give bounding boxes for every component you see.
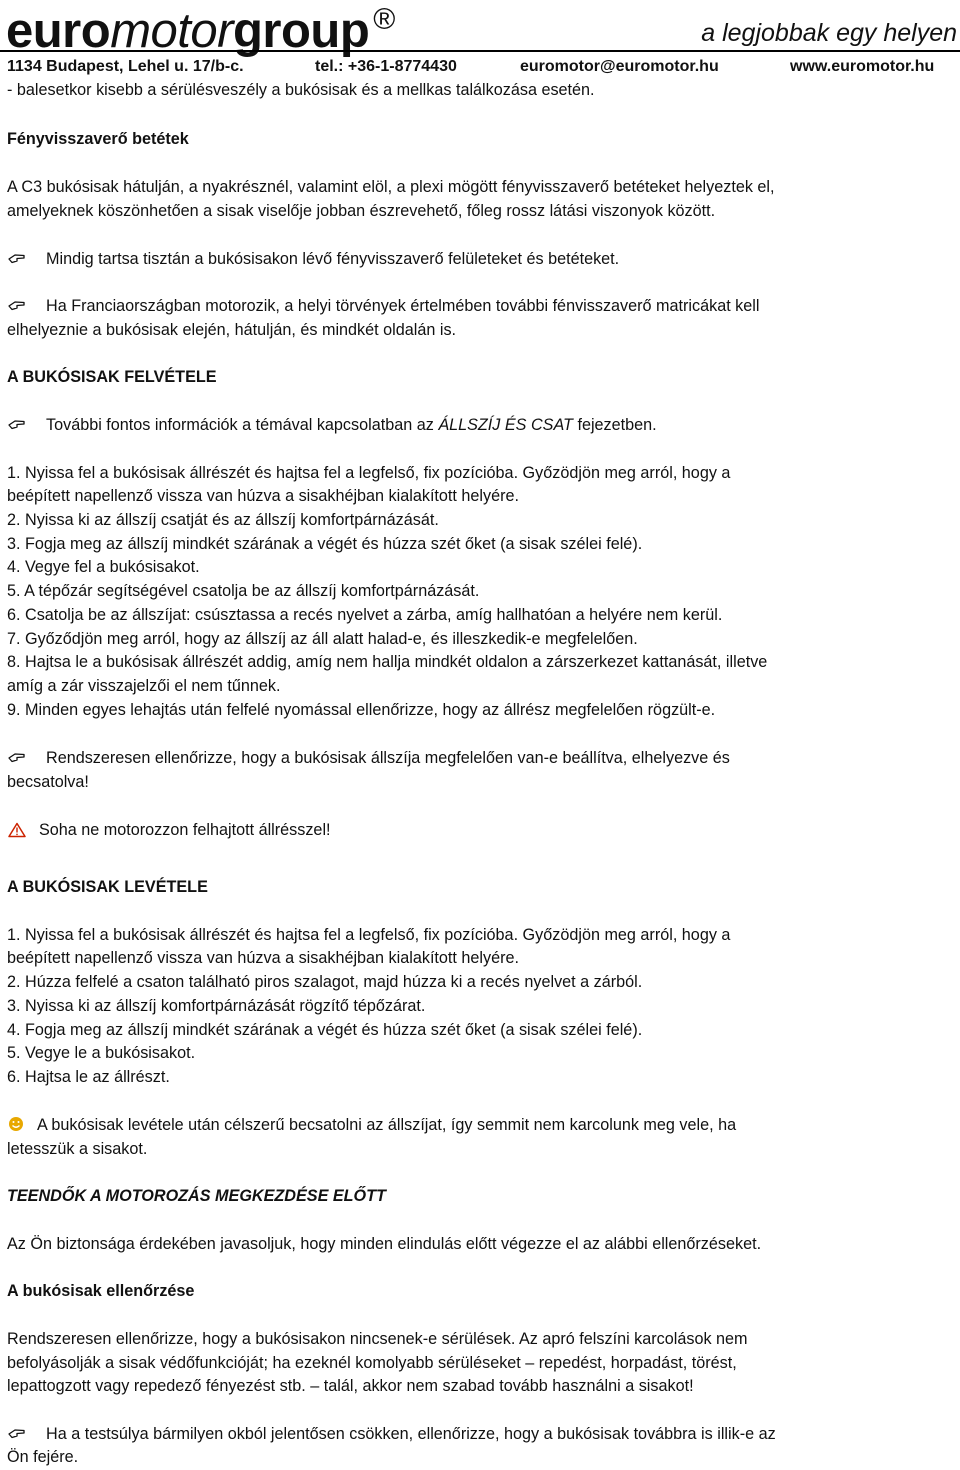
step-line: beépített napellenző vissza van húzva a sisakhéjban kialakított helyére. xyxy=(7,487,520,505)
step-line: 7. Győződjön meg arról, hogy az állszíj az áll alatt halad-e, és illeszkedik-e megfelelően. xyxy=(7,630,638,648)
step-line: 2. Nyissa ki az állszíj csatját és az állszíj komfortpárnázását. xyxy=(7,511,439,529)
registered-mark: ® xyxy=(373,3,395,36)
brand-euro: euro xyxy=(6,4,111,58)
tip-line: elhelyeznie a bukósisak elején, hátulján, és mindkét oldalán is. xyxy=(7,321,457,339)
tip-line: becsatolva! xyxy=(7,773,89,791)
tip-line xyxy=(7,1114,947,1138)
step-line: 4. Vegye fel a bukósisakot. xyxy=(7,558,200,576)
website-link[interactable]: www.euromotor.hu xyxy=(790,58,935,75)
tip-line xyxy=(7,295,947,319)
step-line: 1. Nyissa fel a bukósisak állrészét és hajtsa fel a legfelső, fix pozícióba. Győzödjön meg arról, hogy a xyxy=(7,464,731,482)
step-line: 2. Húzza felfelé a csaton található piros szalagot, majd húzza ki a recés nyelvet a zárból. xyxy=(7,973,643,991)
step-line: 3. Fogja meg az állszíj mindkét szárának a végét és húzza szét őket (a sisak szélei felé). xyxy=(7,535,643,553)
tip-line: letesszük a sisakot. xyxy=(7,1140,148,1158)
tip-line: További fontos információk a témával kapcsolatban az ÁLLSZÍJ ÉS CSAT fejezetben. xyxy=(46,416,657,434)
contact-bar xyxy=(0,58,960,78)
phone: tel.: +36-1-8774430 xyxy=(315,58,457,75)
brand-group: group xyxy=(232,4,370,58)
paragraph-line: amelyeknek köszönhetően a sisak viselője jobban észrevehető, főleg rossz látási viszonyok között. xyxy=(7,202,716,220)
chapter-reference: ÁLLSZÍJ ÉS CSAT xyxy=(438,416,573,434)
section-title-reflective: Fényvisszaverő betétek xyxy=(7,130,189,148)
step-line: 3. Nyissa ki az állszíj komfortpárnázását rögzítő tépőzárat. xyxy=(7,997,426,1015)
tip-text: A bukósisak levétele után célszerű becsatolni az állszíjat, így semmit nem karcolunk meg vele, ha xyxy=(37,1116,737,1134)
tip-line xyxy=(7,1423,947,1447)
email-link[interactable]: euromotor@euromotor.hu xyxy=(520,58,719,75)
brand-motor: motor xyxy=(110,4,233,58)
step-line: 9. Minden egyes lehajtás után felfelé nyomással ellenőrizze, hogy az állrész megfelelően rögzült-e. xyxy=(7,701,716,719)
step-line: 5. A tépőzár segítségével csatolja be az állszíj komfortpárnázását. xyxy=(7,582,480,600)
section-title-taking-off: A BUKÓSISAK LEVÉTELE xyxy=(7,878,208,896)
intro-line: - balesetkor kisebb a sérülésveszély a bukósisak és a mellkas találkozása esetén. xyxy=(7,81,595,99)
section-title-putting-on: A BUKÓSISAK FELVÉTELE xyxy=(7,368,217,386)
paragraph-line: A C3 bukósisak hátulján, a nyakrésznél, valamint elöl, a plexi mögött fényvisszaverő betéteket helyeztek el, xyxy=(7,178,775,196)
step-line: 5. Vegye le a bukósisakot. xyxy=(7,1044,196,1062)
step-line: 4. Fogja meg az állszíj mindkét szárának a végét és húzza szét őket (a sisak szélei felé). xyxy=(7,1021,643,1039)
subsection-title-helmet-check: A bukósisak ellenőrzése xyxy=(7,1282,195,1300)
paragraph-line: Az Ön biztonsága érdekében javasoljuk, hogy minden elindulás előtt végezze el az alábbi ellenőrzéseket. xyxy=(7,1235,762,1253)
step-line: 1. Nyissa fel a bukósisak állrészét és hajtsa fel a legfelső, fix pozícióba. Győzödjön meg arról, hogy a xyxy=(7,926,731,944)
address: 1134 Budapest, Lehel u. 17/b-c. xyxy=(7,58,244,75)
header-rule xyxy=(0,50,960,52)
tip-text: Mindig tartsa tisztán a bukósisakon lévő fényvisszaverő felületeket és betéteket. xyxy=(46,250,620,268)
step-line: 6. Hajtsa le az állrészt. xyxy=(7,1068,170,1086)
tip-text: Rendszeresen ellenőrizze, hogy a bukósisak állszíja megfelelően van-e beállítva, elhelyezve és xyxy=(46,749,730,767)
tip-text: Ha Franciaországban motorozik, a helyi törvények értelmében további fénvisszaverő matricákat kell xyxy=(46,297,760,315)
paragraph-line: lepattogzott vagy repedező fényezést stb. – talál, akkor nem szabad tovább használni a sisakot! xyxy=(7,1377,694,1395)
tip-line xyxy=(7,747,947,771)
step-line: amíg a zár visszajelzői el nem tűnnek. xyxy=(7,677,281,695)
step-line: beépített napellenző vissza van húzva a sisakhéjban kialakított helyére. xyxy=(7,949,520,967)
step-line: 6. Csatolja be az állszíjat: csúsztassa a recés nyelvet a zárba, amíg hallhatóan a helyére nem kerül. xyxy=(7,606,723,624)
tip-line xyxy=(7,248,947,272)
slogan: a legjobbak egy helyen xyxy=(701,19,957,47)
section-title-before-riding: TEENDŐK A MOTOROZÁS MEGKEZDÉSE ELŐTT xyxy=(7,1187,386,1205)
warning-line xyxy=(7,819,947,843)
step-line: 8. Hajtsa le a bukósisak állrészét addig, amíg nem hallja mindkét oldalon a zárszerkezet kattanását, illetve xyxy=(7,653,768,671)
paragraph-line: Rendszeresen ellenőrizze, hogy a bukósisakon nincsenek-e sérülések. Az apró felszíni karcolások nem xyxy=(7,1330,748,1348)
paragraph-line: befolyásolják a sisak védőfunkcióját; ha ezeknél komolyabb sérüléseket – repedést, horpadást, törést, xyxy=(7,1354,737,1372)
tip-line: Ön fejére. xyxy=(7,1448,79,1466)
tip-text: Ha a testsúlya bármilyen okból jelentősen csökken, ellenőrizze, hogy a bukósisak továbbra is illik-e az xyxy=(46,1425,776,1443)
warning-text: Soha ne motorozzon felhajtott állrésszel! xyxy=(39,821,331,839)
